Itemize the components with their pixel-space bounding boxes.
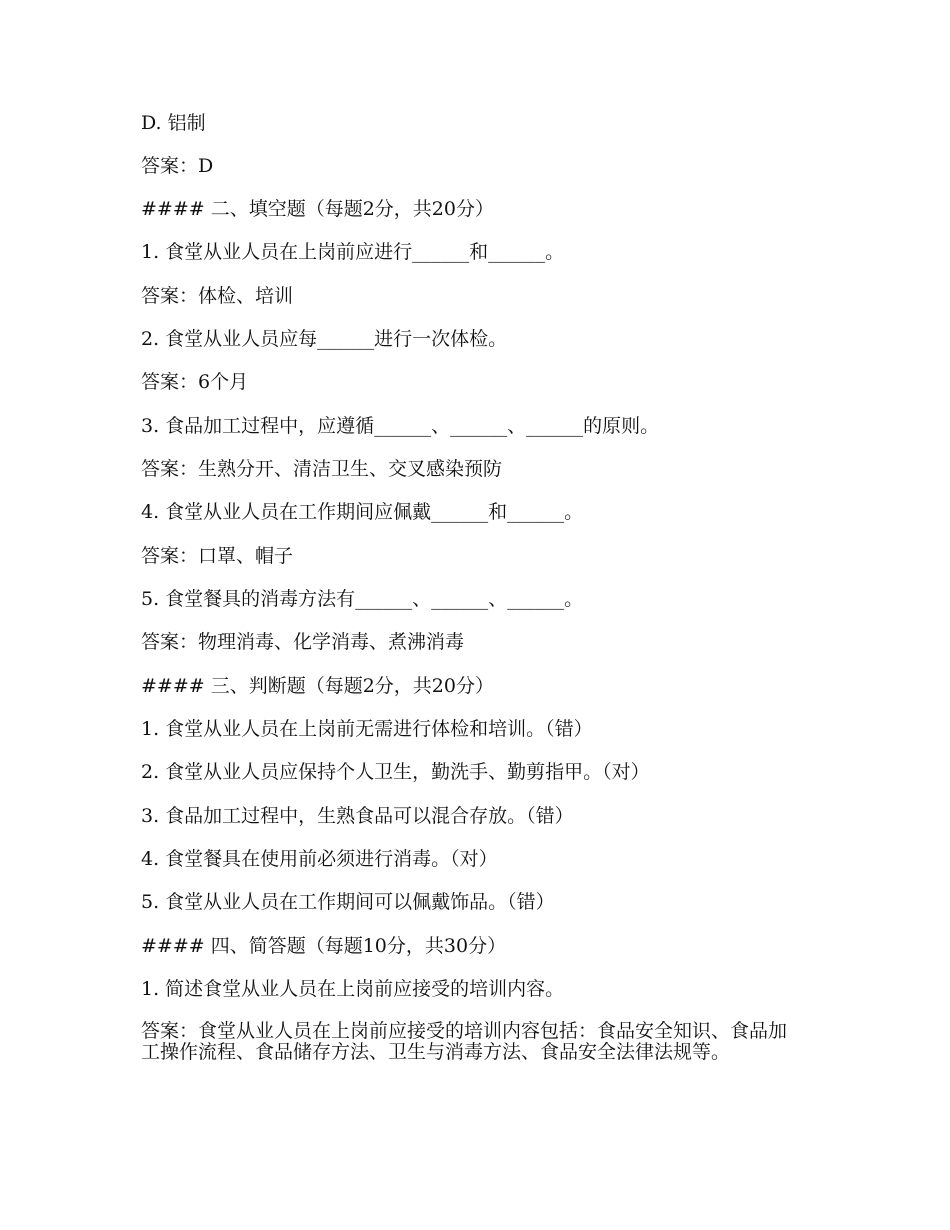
option-d: D. 铝制 (141, 112, 206, 134)
question-line: 4. 食堂从业人员在工作期间应佩戴______和______。 (141, 501, 584, 523)
question-line: 5. 食堂从业人员在工作期间可以佩戴饰品。（错） (141, 891, 555, 913)
question-line: 5. 食堂餐具的消毒方法有______、______、______。 (141, 588, 584, 610)
question-line: 1. 食堂从业人员在上岗前无需进行体检和培训。（错） (141, 718, 593, 740)
answer-line: 答案：6个月 (141, 371, 249, 393)
answer-line: 答案：体检、培训 (141, 285, 294, 307)
answer-line: 答案：生熟分开、清洁卫生、交叉感染预防 (141, 458, 503, 480)
answer-line: 答案：D (141, 155, 214, 177)
answer-line: 答案：物理消毒、化学消毒、煮沸消毒 (141, 631, 465, 653)
question-line: 2. 食堂从业人员应保持个人卫生，勤洗手、勤剪指甲。（对） (141, 761, 650, 783)
section-heading-short-answer: #### 四、简答题（每题10分，共30分） (141, 935, 507, 957)
question-line: 3. 食品加工过程中，应遵循______、______、______的原则。 (141, 415, 660, 437)
answer-line: 答案：口罩、帽子 (141, 545, 294, 567)
section-heading-fill-in: #### 二、填空题（每题2分，共20分） (141, 198, 494, 220)
answer-paragraph: 答案：食堂从业人员在上岗前应接受的培训内容包括：食品安全知识、食品加工操作流程、食品储存方法、卫生与消毒方法、食品安全法律法规等。 (141, 1020, 788, 1063)
question-line: 1. 简述食堂从业人员在上岗前应接受的培训内容。 (141, 978, 565, 1000)
question-line: 1. 食堂从业人员在上岗前应进行______和______。 (141, 241, 565, 263)
question-line: 3. 食品加工过程中，生熟食品可以混合存放。（错） (141, 805, 574, 827)
question-line: 2. 食堂从业人员应每______进行一次体检。 (141, 328, 508, 350)
section-heading-true-false: #### 三、判断题（每题2分，共20分） (141, 675, 494, 697)
question-line: 4. 食堂餐具在使用前必须进行消毒。（对） (141, 848, 498, 870)
